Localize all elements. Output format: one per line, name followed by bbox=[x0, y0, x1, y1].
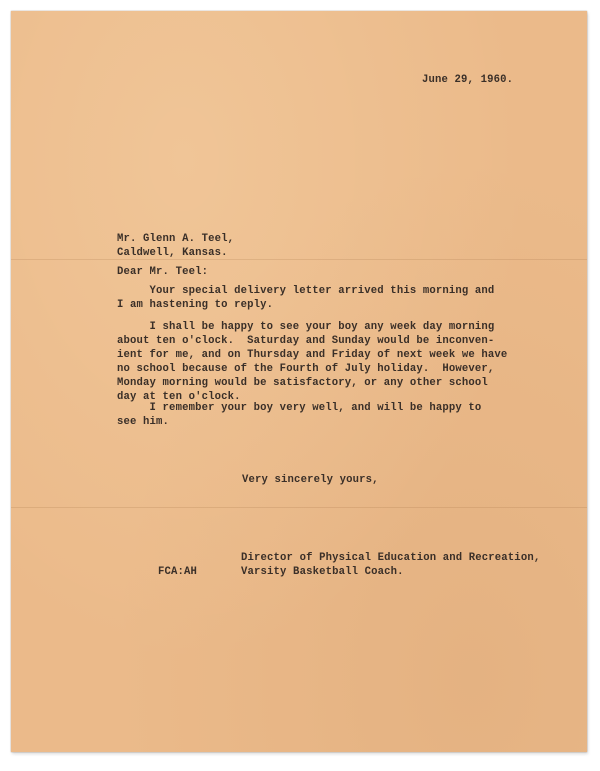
paper-fold-line bbox=[11, 507, 587, 508]
paragraph-line: see him. bbox=[117, 416, 170, 428]
recipient-name: Mr. Glenn A. Teel, bbox=[117, 233, 235, 245]
paragraph-line: I remember your boy very well, and will be happy to bbox=[117, 402, 482, 414]
typist-initials: FCA:AH bbox=[158, 566, 198, 578]
signature-title: Director of Physical Education and Recreation, bbox=[241, 552, 541, 564]
letter-date: June 29, 1960. bbox=[422, 74, 514, 86]
paragraph-line: Your special delivery letter arrived this morning and bbox=[117, 285, 495, 297]
recipient-city: Caldwell, Kansas. bbox=[117, 247, 228, 259]
paragraph-line: I shall be happy to see your boy any week day morning bbox=[117, 321, 495, 333]
paragraph-line: no school because of the Fourth of July holiday. However, bbox=[117, 363, 495, 375]
signature-title: Varsity Basketball Coach. bbox=[241, 566, 404, 578]
salutation: Dear Mr. Teel: bbox=[117, 266, 209, 278]
paragraph-line: I am hastening to reply. bbox=[117, 299, 274, 311]
closing: Very sincerely yours, bbox=[242, 474, 379, 486]
letter-page bbox=[11, 11, 587, 752]
paper-fold-line bbox=[11, 259, 587, 260]
paragraph-line: day at ten o'clock. bbox=[117, 391, 241, 403]
paragraph-line: ient for me, and on Thursday and Friday of next week we have bbox=[117, 349, 508, 361]
paragraph-line: Monday morning would be satisfactory, or any other school bbox=[117, 377, 488, 389]
paragraph-line: about ten o'clock. Saturday and Sunday would be inconven- bbox=[117, 335, 495, 347]
